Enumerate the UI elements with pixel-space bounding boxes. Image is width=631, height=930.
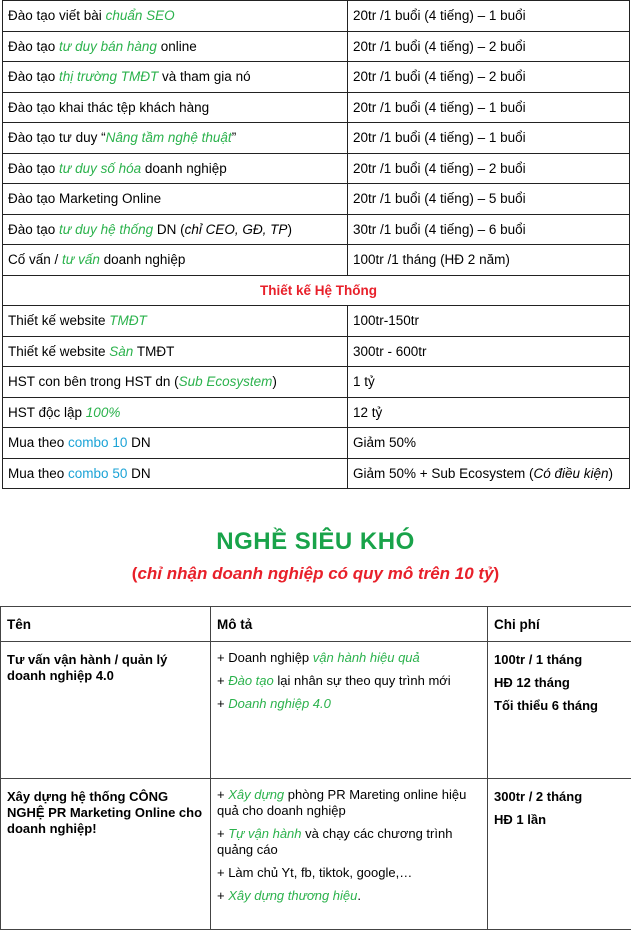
text-segment: Sub Ecosystem <box>179 374 273 389</box>
text-segment: + <box>217 826 228 841</box>
text-segment: Doanh nghiệp 4.0 <box>228 696 331 711</box>
service-cost <box>488 642 631 779</box>
text-segment: Xây dựng thương hiệu <box>228 888 357 903</box>
training-service <box>3 184 348 215</box>
training-row <box>3 92 630 123</box>
text-segment: DN <box>127 466 150 481</box>
text-segment: TMĐT <box>133 344 174 359</box>
hard-services-table <box>0 606 631 930</box>
text-segment: Thiết kế website <box>8 313 109 328</box>
text-segment: Mua theo <box>8 466 68 481</box>
text-segment: online <box>157 39 197 54</box>
training-service <box>3 153 348 184</box>
text-segment: Đào tạo <box>228 673 274 688</box>
cost-line: HĐ 1 lần <box>494 812 625 828</box>
text-segment: Tự vận hành <box>228 826 301 841</box>
text-segment: tư duy bán hàng <box>59 39 157 54</box>
system-price <box>348 428 630 459</box>
text-segment: + <box>217 696 228 711</box>
training-row <box>3 62 630 93</box>
text-segment: Đào tạo Marketing Online <box>8 191 161 206</box>
description-line <box>217 888 481 904</box>
header-description: Mô tả <box>211 607 488 642</box>
training-price: 20tr /1 buổi (4 tiếng) – 2 buổi <box>348 62 630 93</box>
training-row <box>3 214 630 245</box>
system-row <box>3 428 630 459</box>
text-segment: Mua theo <box>8 435 68 450</box>
text-segment: Xây dựng <box>228 787 284 802</box>
service-cost <box>488 779 631 930</box>
system-row <box>3 397 630 428</box>
text-segment: Nâng tầm nghệ thuật <box>106 130 232 145</box>
training-price: 20tr /1 buổi (4 tiếng) – 1 buổi <box>348 92 630 123</box>
system-row <box>3 458 630 489</box>
training-price: 100tr /1 tháng (HĐ 2 năm) <box>348 245 630 276</box>
text-segment: 100tr-150tr <box>353 313 419 328</box>
cost-line: 100tr / 1 tháng <box>494 652 625 668</box>
text-segment: Đào tạo viết bài <box>8 8 106 23</box>
system-service <box>3 306 348 337</box>
text-segment: ) <box>609 466 614 481</box>
text-segment: doanh nghiệp <box>141 161 227 176</box>
service-description <box>211 642 488 779</box>
text-segment: và chạy các chương trình quảng cáo <box>217 826 452 857</box>
text-segment: HST con bên trong HST dn ( <box>8 374 179 389</box>
header-name: Tên <box>1 607 211 642</box>
text-segment: doanh nghiệp <box>100 252 186 267</box>
cost-line: HĐ 12 tháng <box>494 675 625 691</box>
description-line <box>217 650 481 666</box>
text-segment: 1 tỷ <box>353 374 375 389</box>
text-segment: Cố vấn / <box>8 252 62 267</box>
service-name: Xây dựng hệ thống CÔNG NGHỆ PR Marketing Online cho doanh nghiệp! <box>1 779 211 930</box>
hard-table-row <box>1 779 631 930</box>
text-segment: Giảm 50% <box>353 435 416 450</box>
text-segment: phòng PR Mareting online hiệu quả cho doanh nghiệp <box>217 787 466 818</box>
training-price: 30tr /1 buổi (4 tiếng) – 6 buổi <box>348 214 630 245</box>
system-price <box>348 397 630 428</box>
system-row <box>3 367 630 398</box>
cost-line: Tối thiểu 6 tháng <box>494 698 625 714</box>
text-segment: DN <box>127 435 150 450</box>
training-price: 20tr /1 buổi (4 tiếng) – 1 buổi <box>348 1 630 32</box>
price-table-body <box>3 1 630 489</box>
text-segment: Đào tạo <box>8 39 59 54</box>
system-service <box>3 336 348 367</box>
section-title: Thiết kế Hệ Thống <box>3 275 630 306</box>
text-segment: DN ( <box>153 222 185 237</box>
text-segment: tư duy số hóa <box>59 161 141 176</box>
description-line <box>217 696 481 712</box>
text-segment: vận hành hiệu quả <box>313 650 420 665</box>
training-row <box>3 153 630 184</box>
training-service <box>3 92 348 123</box>
text-segment: TMĐT <box>109 313 147 328</box>
section-row <box>3 275 630 306</box>
text-segment: chỉ CEO, GĐ, TP <box>185 222 288 237</box>
header-cost: Chi phí <box>488 607 631 642</box>
hard-table-header-row <box>1 607 631 642</box>
service-description <box>211 779 488 930</box>
text-segment: ” <box>232 130 237 145</box>
text-segment: thị trường TMĐT <box>59 69 158 84</box>
training-price: 20tr /1 buổi (4 tiếng) – 2 buổi <box>348 31 630 62</box>
text-segment: 12 tỷ <box>353 405 382 420</box>
text-segment: + <box>217 787 228 802</box>
text-segment: tư vấn <box>62 252 100 267</box>
text-segment: + Doanh nghiệp <box>217 650 313 665</box>
text-segment: tư duy hệ thống <box>59 222 153 237</box>
training-row <box>3 245 630 276</box>
system-price <box>348 367 630 398</box>
text-segment: Đào tạo tư duy “ <box>8 130 106 145</box>
training-service <box>3 62 348 93</box>
text-segment: 100% <box>86 405 121 420</box>
text-segment: Giảm 50% + Sub Ecosystem ( <box>353 466 533 481</box>
system-service <box>3 428 348 459</box>
training-service <box>3 214 348 245</box>
text-segment: combo 50 <box>68 466 127 481</box>
text-segment: và tham gia nó <box>158 69 250 84</box>
description-line <box>217 865 481 881</box>
system-service <box>3 397 348 428</box>
section-heading: NGHỀ SIÊU KHÓ <box>0 528 631 556</box>
text-segment: + Làm chủ Yt, fb, tiktok, google,… <box>217 865 412 880</box>
training-row <box>3 1 630 32</box>
system-row <box>3 336 630 367</box>
section-subheading <box>0 564 631 584</box>
system-price <box>348 336 630 367</box>
description-line <box>217 673 481 689</box>
text-segment: Đào tạo khai thác tệp khách hàng <box>8 100 209 115</box>
training-price: 20tr /1 buổi (4 tiếng) – 5 buổi <box>348 184 630 215</box>
text-segment: Sàn <box>109 344 133 359</box>
text-segment: combo 10 <box>68 435 127 450</box>
text-segment: lại nhân sự theo quy trình mới <box>274 673 451 688</box>
training-service <box>3 245 348 276</box>
subheading-text: chỉ nhận doanh nghiệp có quy mô trên 10 tỷ <box>137 564 493 583</box>
text-segment: Đào tạo <box>8 161 59 176</box>
system-price <box>348 306 630 337</box>
price-table <box>2 0 630 489</box>
hard-table-body <box>1 642 631 930</box>
training-service <box>3 31 348 62</box>
training-row <box>3 184 630 215</box>
text-segment: + <box>217 673 228 688</box>
text-segment: ) <box>287 222 292 237</box>
service-name: Tư vấn vận hành / quản lý doanh nghiệp 4.0 <box>1 642 211 779</box>
system-service <box>3 367 348 398</box>
text-segment: Đào tạo <box>8 222 59 237</box>
training-row <box>3 123 630 154</box>
training-row <box>3 31 630 62</box>
hard-table-row <box>1 642 631 779</box>
training-service <box>3 1 348 32</box>
text-segment: Đào tạo <box>8 69 59 84</box>
text-segment: 300tr - 600tr <box>353 344 427 359</box>
text-segment: . <box>357 888 361 903</box>
text-segment: chuẩn SEO <box>106 8 175 23</box>
description-line <box>217 826 481 858</box>
description-line <box>217 787 481 819</box>
system-price <box>348 458 630 489</box>
system-service <box>3 458 348 489</box>
text-segment: Có điều kiện <box>533 466 608 481</box>
subheading-close-paren: ) <box>494 564 500 583</box>
text-segment: + <box>217 888 228 903</box>
cost-line: 300tr / 2 tháng <box>494 789 625 805</box>
text-segment: HST độc lập <box>8 405 86 420</box>
text-segment: Thiết kế website <box>8 344 109 359</box>
training-price: 20tr /1 buổi (4 tiếng) – 1 buổi <box>348 123 630 154</box>
training-service <box>3 123 348 154</box>
subheading-open-paren: ( <box>132 564 138 583</box>
text-segment: ) <box>272 374 277 389</box>
system-row <box>3 306 630 337</box>
training-price: 20tr /1 buổi (4 tiếng) – 2 buổi <box>348 153 630 184</box>
